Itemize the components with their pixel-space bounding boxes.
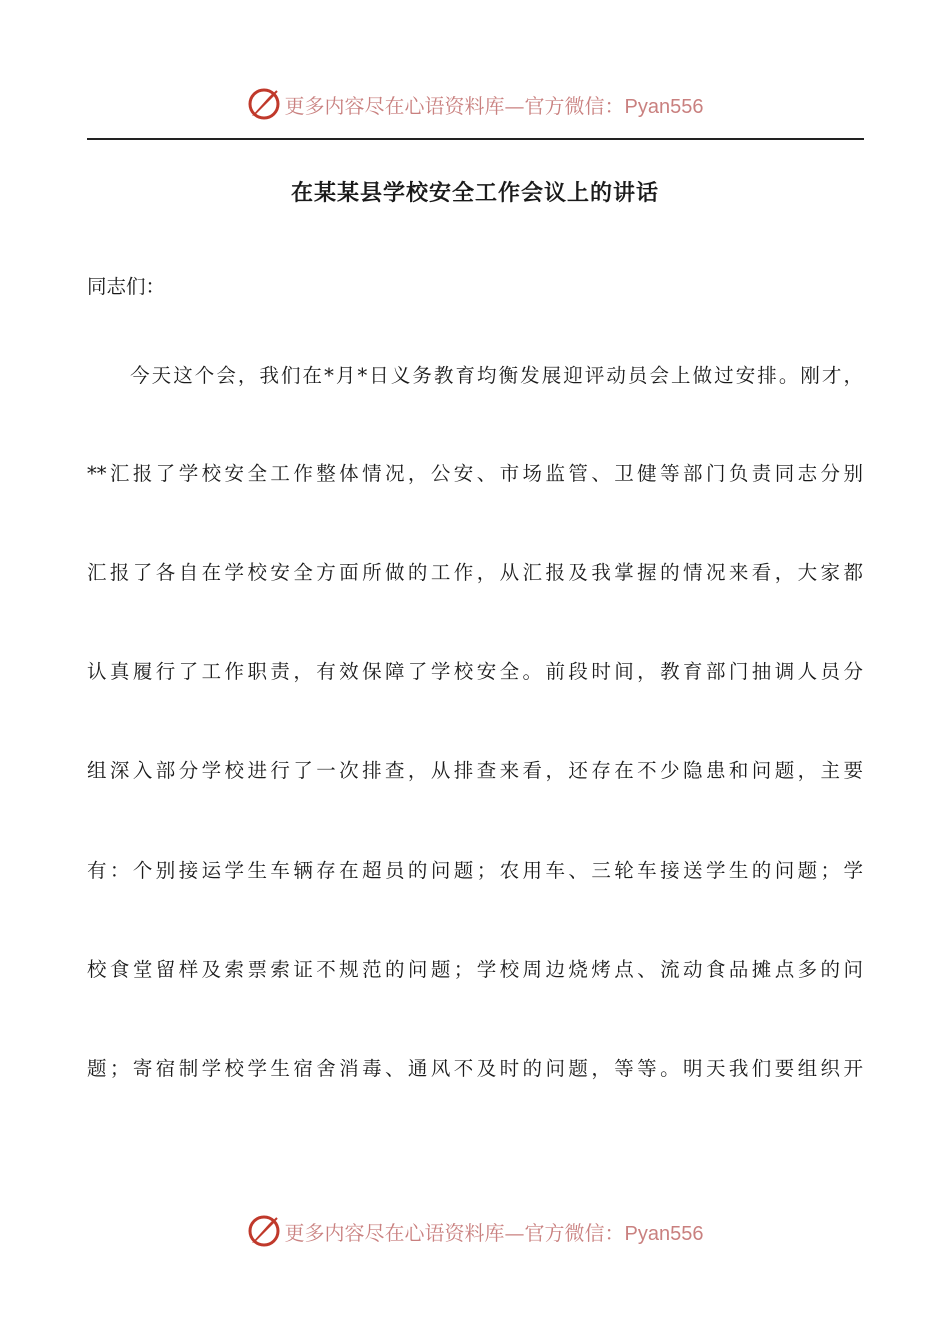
paragraph-line: 认真履行了工作职责，有效保障了学校安全。前段时间，教育部门抽调人员分	[87, 660, 863, 683]
paragraph-line: 题；寄宿制学校学生宿舍消毒、通风不及时的问题，等等。明天我们要组织开	[87, 1057, 863, 1080]
banner-text: 更多内容尽在心语资料库—官方微信：Pyan556	[284, 1220, 704, 1245]
wechat-id: Pyan556	[624, 95, 704, 118]
document-title: 在某某县学校安全工作会议上的讲话	[290, 180, 659, 206]
paragraph-line: 组深入部分学校进行了一次排查，从排查来看，还存在不少隐患和问题，主要	[87, 759, 863, 782]
header-divider	[87, 138, 864, 140]
salutation: 同志们：	[87, 275, 166, 298]
paragraph-line: **汇报了学校安全工作整体情况，公安、市场监管、卫健等部门负责同志分别	[87, 462, 863, 485]
paragraph-line: 汇报了各自在学校安全方面所做的工作，从汇报及我掌握的情况来看，大家都	[87, 561, 863, 584]
paragraph-line: 校食堂留样及索票索证不规范的问题；学校周边烧烤点、流动食品摊点多的问	[87, 958, 863, 981]
paragraph-line: 有：个别接运学生车辆存在超员的问题；农用车、三轮车接送学生的问题；学	[87, 859, 863, 882]
banner-text: 更多内容尽在心语资料库—官方微信：Pyan556	[284, 93, 704, 118]
wechat-id: Pyan556	[624, 1222, 704, 1245]
quill-logo-icon	[247, 87, 281, 121]
quill-logo-icon	[247, 1214, 281, 1248]
paragraph-line: 今天这个会，我们在*月*日义务教育均衡发展迎评动员会上做过安排。刚才，	[87, 364, 863, 387]
header-banner	[0, 84, 950, 124]
footer-banner	[0, 1211, 950, 1251]
